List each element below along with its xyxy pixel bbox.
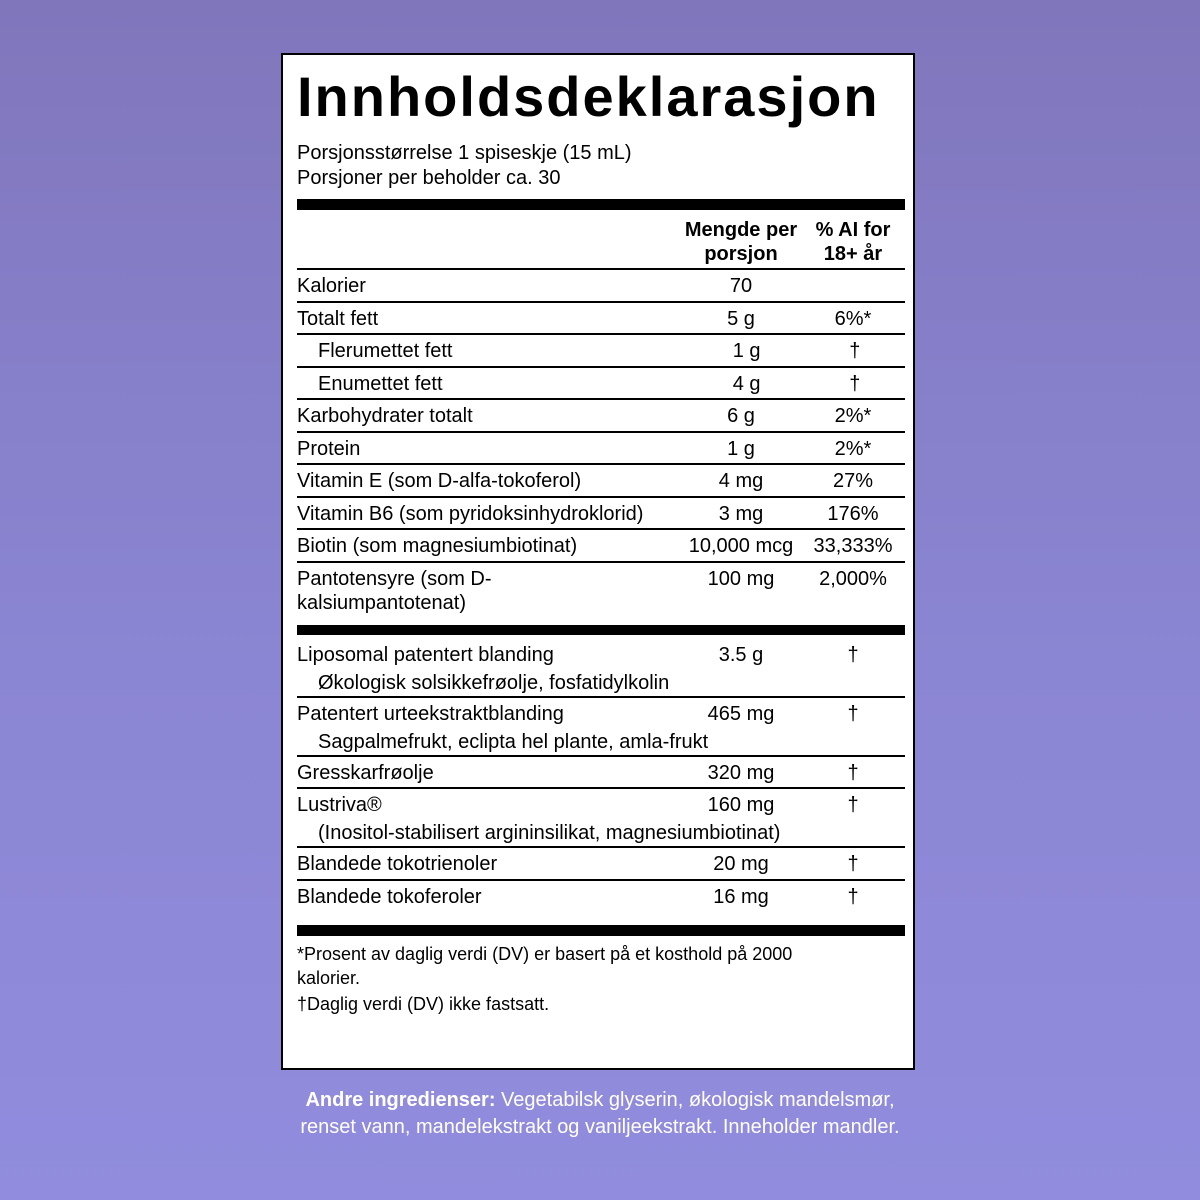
blend-name: Blandede tokotrienoler: [297, 853, 498, 875]
blend-amount: 465 mg: [707, 702, 775, 725]
nutrient-name: Vitamin B6 (som pyridoksinhydroklorid): [297, 502, 644, 525]
nutrient-amount: 10,000 mcg: [688, 535, 794, 557]
blend-pct: †: [847, 761, 859, 784]
nutrient-pct: †: [849, 340, 861, 362]
blend-amount: 16 mg: [713, 885, 769, 908]
nutrient-amount: 4 mg: [718, 470, 764, 492]
serving-size: Porsjonsstørrelse 1 spiseskje (15 mL): [297, 142, 632, 164]
nutrient-pct: 176%: [827, 502, 879, 525]
nutrient-row: [297, 498, 905, 531]
blend-row: [297, 881, 905, 914]
blend-name: Liposomal patentert blanding: [297, 643, 554, 666]
label-title: Innholdsdeklarasjon: [297, 65, 880, 128]
blend-amount: 320 mg: [707, 761, 775, 784]
nutrient-pct: 33,333%: [813, 535, 893, 557]
blend-pct: †: [847, 702, 859, 725]
blend-amount: 20 mg: [713, 853, 769, 875]
nutrient-name: [297, 567, 681, 621]
amount-column-header: [681, 218, 801, 268]
blend-pct: †: [847, 794, 859, 816]
blend-row: [297, 757, 905, 790]
blend-name: Blandede tokoferoler: [297, 885, 482, 908]
nutrient-name: Karbohydrater totalt: [297, 405, 473, 427]
pct-header-line2: 18+ år: [823, 243, 883, 265]
nutrient-pct: 6%*: [834, 307, 872, 330]
blend-ingredients: Økologisk solsikkefrøolje, fosfatidylkolin: [318, 671, 670, 694]
blend-name: Lustriva®: [297, 794, 382, 816]
nutrient-row: [297, 400, 905, 433]
nutrient-name: Biotin (som magnesiumbiotinat): [297, 535, 578, 557]
blend-main-line: [297, 793, 905, 818]
nutrient-pct: 2%*: [834, 405, 872, 427]
thick-divider: [297, 925, 905, 936]
blend-pct: †: [847, 643, 859, 666]
blend-amount: 160 mg: [707, 794, 775, 816]
column-header-row: [297, 210, 905, 270]
blend-pct: †: [847, 885, 859, 908]
amount-header-line2: porsjon: [704, 243, 778, 265]
blend-row: [297, 848, 905, 881]
footnote-not-set: †Daglig verdi (DV) ikke fastsatt.: [297, 994, 550, 1014]
nutrient-amount: 4 g: [732, 372, 761, 395]
nutrient-name-line2: kalsiumpantotenat): [297, 591, 466, 614]
nutrient-pct: 2%*: [834, 437, 872, 460]
blend-ingredients: (Inositol-stabilisert argininsilikat, magnesiumbiotinat): [318, 822, 781, 844]
nutrient-pct: †: [849, 372, 861, 395]
blend-name: Gresskarfrøolje: [297, 761, 434, 784]
pct-column-header: [801, 218, 905, 268]
nutrient-amount: 6 g: [727, 405, 755, 427]
nutrient-name: Totalt fett: [297, 307, 379, 330]
footnote-dv-line1: *Prosent av daglig verdi (DV) er basert på et kosthold på 2000: [297, 944, 793, 964]
other-ingredients: [270, 1087, 930, 1141]
nutrient-row: [297, 530, 905, 563]
nutrient-name: Protein: [297, 437, 361, 460]
nutrient-row: [297, 563, 905, 621]
blend-row: [297, 639, 905, 698]
nutrient-pct: 2,000%: [819, 567, 887, 590]
nutrient-row: [297, 270, 905, 303]
blend-row: [297, 698, 905, 757]
serving-info: [297, 141, 905, 191]
blend-pct: †: [847, 853, 859, 875]
nutrient-amount: 3 mg: [718, 502, 764, 525]
servings-per-container: Porsjoner per beholder ca. 30: [297, 167, 561, 189]
nutrition-label: [281, 53, 915, 1070]
other-ingredients-text2: renset vann, mandelekstrakt og vaniljeekstrakt. Inneholder mandler.: [300, 1116, 900, 1138]
blend-main-line: [297, 643, 905, 668]
thick-divider: [297, 199, 905, 210]
blend-amount: 3.5 g: [718, 643, 764, 666]
nutrient-pct: [801, 274, 905, 301]
nutrient-amount: 5 g: [727, 307, 755, 330]
blend-name: Patentert urteekstraktblanding: [297, 702, 564, 725]
footnote-dv-line2: kalorier.: [297, 968, 361, 988]
blend-ingredients: Sagpalmefrukt, eclipta hel plante, amla-frukt: [318, 730, 709, 753]
nutrient-amount: 1 g: [732, 340, 761, 362]
amount-header-line1: Mengde per: [684, 219, 798, 241]
blend-row: [297, 789, 905, 848]
nutrient-name-line1: Pantotensyre (som D-: [297, 567, 492, 590]
nutrient-row: [297, 465, 905, 498]
nutrient-name: Enumettet fett: [318, 372, 443, 395]
other-ingredients-text1: Vegetabilsk glyserin, økologisk mandelsmør,: [495, 1089, 895, 1111]
nutrient-row: [297, 433, 905, 466]
nutrient-name: Flerumettet fett: [318, 340, 453, 362]
blend-main-line: [297, 702, 905, 727]
thick-divider: [297, 625, 905, 635]
nutrient-row: [297, 368, 905, 401]
nutrient-amount: 100 mg: [707, 567, 775, 590]
nutrient-name: Kalorier: [297, 275, 366, 297]
nutrient-amount: 1 g: [727, 437, 755, 460]
header-spacer: [297, 218, 681, 268]
nutrient-row: [297, 335, 905, 368]
nutrient-name: Vitamin E (som D-alfa-tokoferol): [297, 470, 582, 492]
other-ingredients-label: Andre ingredienser:: [305, 1089, 496, 1111]
pct-header-line1: % AI for: [815, 219, 891, 241]
footnotes: [297, 942, 905, 1016]
other-ingredients-line1: [270, 1087, 930, 1114]
nutrient-row: [297, 303, 905, 336]
nutrient-pct: 27%: [832, 470, 874, 492]
blend-section: [297, 639, 905, 914]
nutrient-amount: 70: [729, 275, 753, 297]
